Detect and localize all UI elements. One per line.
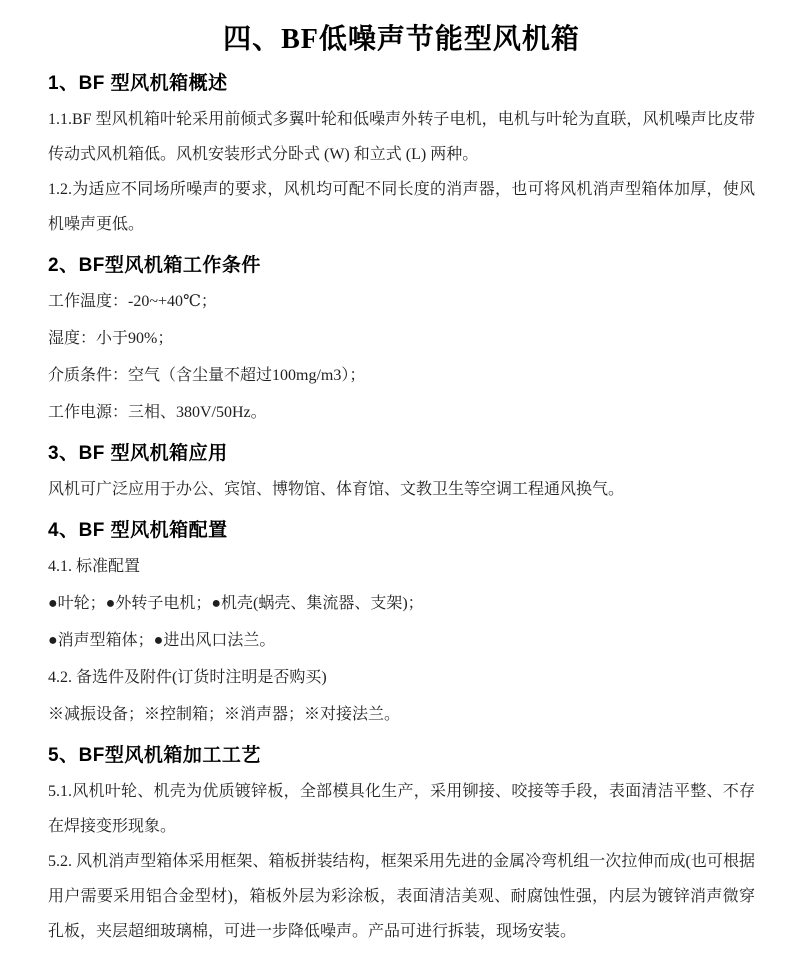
section-1-paragraph-2: 1.2.为适应不同场所噪声的要求，风机均可配不同长度的消声器，也可将风机消声型箱体加厚，使风机噪声更低。 — [48, 181, 755, 233]
section-5-paragraph-2: 5.2. 风机消声型箱体采用框架、箱板拼装结构，框架采用先进的金属冷弯机组一次拉伸而成(也可根据用户需要采用铝合金型材)，箱板外层为彩涂板，表面清洁美观、耐腐蚀性强，内层为镀锌消声微穿孔板，夹层超细玻璃棉，可进一步降低噪声。产品可进行拆装，现场安装。 — [48, 853, 755, 940]
section-5-paragraph-1: 5.1.风机叶轮、机壳为优质镀锌板，全部模具化生产，采用铆接、咬接等手段，表面清洁平整、不存在焊接变形现象。 — [48, 783, 755, 835]
condition-temperature: 工作温度：-20~+40℃； — [48, 293, 217, 310]
section-2-heading: 2、BF型风机箱工作条件 — [48, 255, 261, 276]
section-3-heading: 3、BF 型风机箱应用 — [48, 443, 228, 464]
section-4-heading: 4、BF 型风机箱配置 — [48, 520, 228, 541]
config-optional-items: ※减振设备；※控制箱；※消声器；※对接法兰。 — [48, 706, 401, 723]
section-application — [48, 440, 755, 507]
section-overview — [48, 70, 755, 242]
section-1-heading: 1、BF 型风机箱概述 — [48, 73, 228, 94]
section-manufacturing-process — [48, 742, 755, 949]
config-standard-items-1: ●叶轮；●外转子电机；●机壳(蜗壳、集流器、支架)； — [48, 595, 424, 612]
condition-humidity: 湿度：小于90%； — [48, 330, 174, 347]
section-working-conditions — [48, 252, 755, 430]
section-5-heading: 5、BF型风机箱加工工艺 — [48, 745, 261, 766]
condition-power: 工作电源：三相、380V/50Hz。 — [48, 404, 267, 421]
section-1-paragraph-1: 1.1.BF 型风机箱叶轮采用前倾式多翼叶轮和低噪声外转子电机，电机与叶轮为直联，风机噪声比皮带传动式风机箱低。风机安装形式分卧式 (W) 和立式 (L) 两种。 — [48, 111, 755, 163]
document-title: 四、BF低噪声节能型风机箱 — [223, 24, 580, 55]
config-standard-items-2: ●消声型箱体；●进出风口法兰。 — [48, 632, 276, 649]
section-3-paragraph-1: 风机可广泛应用于办公、宾馆、博物馆、体育馆、文教卫生等空调工程通风换气。 — [48, 481, 625, 498]
section-configuration — [48, 517, 755, 732]
config-standard-label: 4.1. 标准配置 — [48, 558, 141, 575]
condition-medium: 介质条件：空气（含尘量不超过100mg/m3）； — [48, 367, 366, 384]
config-optional-label: 4.2. 备选件及附件(订货时注明是否购买) — [48, 669, 327, 686]
